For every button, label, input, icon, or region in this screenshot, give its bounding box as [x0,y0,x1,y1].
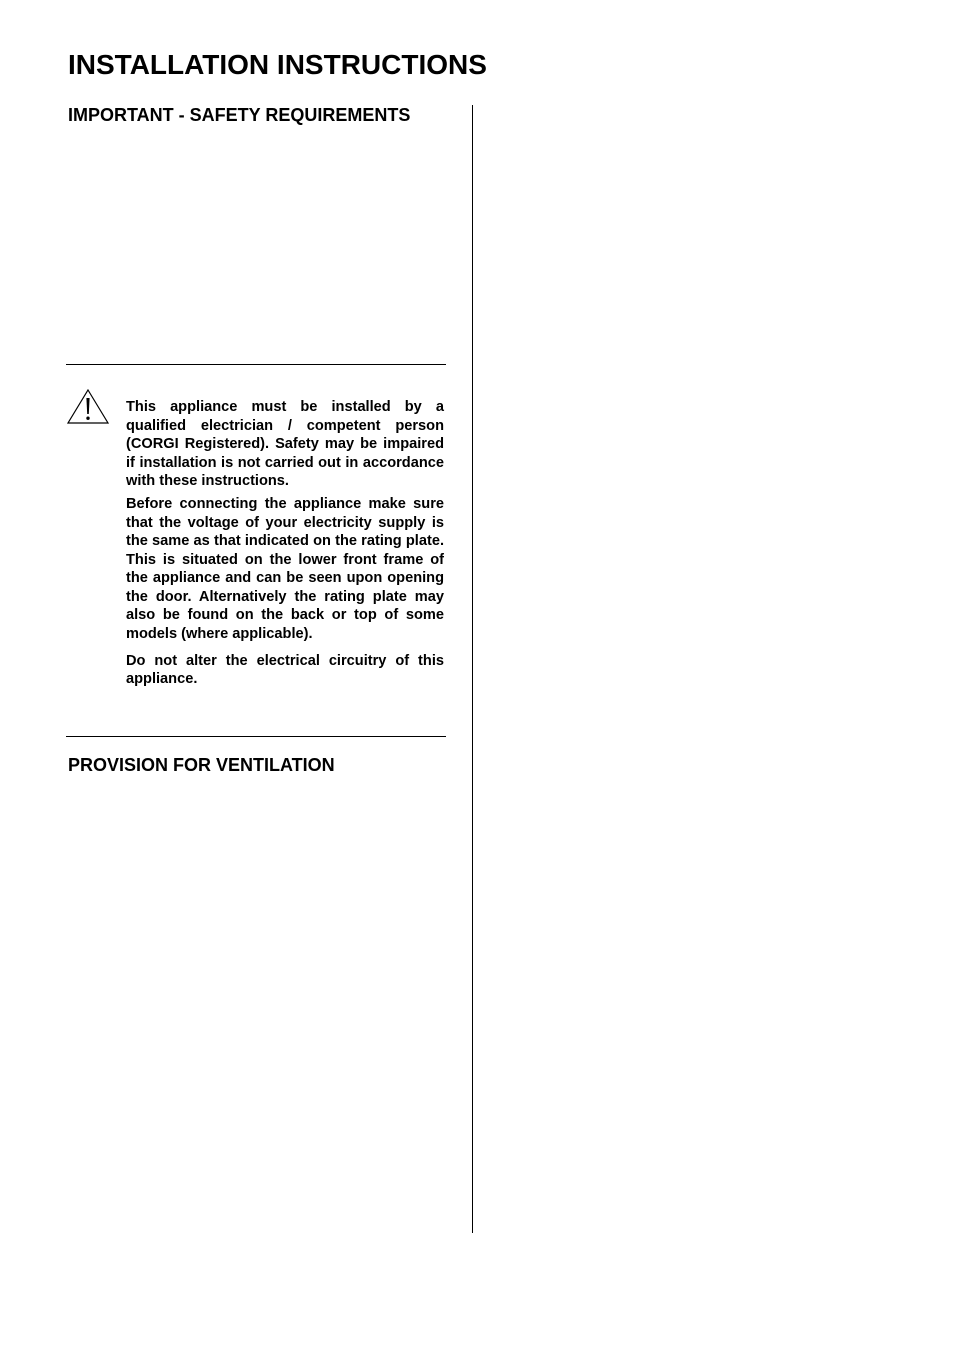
warning-triangle-icon [66,389,110,425]
safety-requirements-heading: IMPORTANT - SAFETY REQUIREMENTS [68,105,411,125]
warning-top-rule [66,364,446,365]
column-divider [472,105,473,1233]
warning-paragraph-installer: This appliance must be installed by a qualified electrician / competent person (CORGI Registered). Safety may be impaired if installation is not carried out in accordance with these instructions. [126,399,444,489]
warning-paragraph-voltage: Before connecting the appliance make sure that the voltage of your electricity supply is the same as that indicated on the rating plate. This is situated on the lower front frame of the appliance and can be seen upon opening the door. Alternatively the rating plate may also be found on the back or top of some models (where applicable). [126,496,444,642]
page-title: INSTALLATION INSTRUCTIONS [68,49,487,80]
warning-bottom-rule [66,736,446,737]
warning-paragraph-circuitry: Do not alter the electrical circuitry of this appliance. [126,652,444,687]
ventilation-heading: PROVISION FOR VENTILATION [68,755,335,775]
warning-text-block [126,398,444,689]
